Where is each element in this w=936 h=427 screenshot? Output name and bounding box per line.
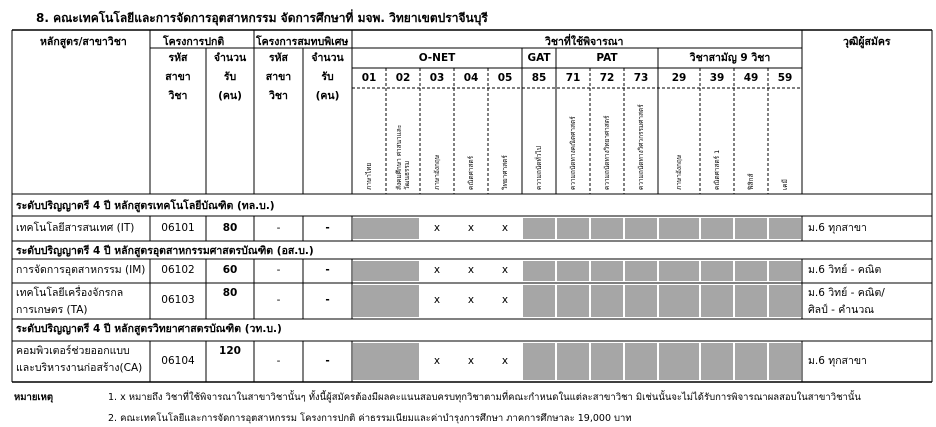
coop-code-label-line: รหัส: [269, 52, 288, 64]
section-heading: ระดับปริญญาตรี 4 ปี หลักสูตรวิทยาศาสตรบัณฑิต (วท.บ.): [16, 323, 282, 335]
subject-code: 85: [531, 72, 547, 84]
subject-code: 05: [497, 72, 513, 84]
program-quota: 80: [222, 287, 238, 299]
coop-code-label-line: สาขา: [265, 71, 292, 83]
shaded-cell: [353, 343, 419, 380]
shaded-cell: [659, 285, 699, 317]
qualification: ม.6 ทุกสาขา: [808, 354, 867, 367]
shaded-cell: [557, 285, 589, 317]
quota-label-line: รับ: [223, 71, 237, 83]
note-1: 1. x หมายถึง วิชาที่ใช้พิจารณาในสาขาวิชานั้นๆ ทั้งนี้ผู้สมัครต้องมีผลคะแนนสอบครบทุกวิชาตามที่คณะกำหนดในแต่ละสาขาวิชา มิเช่นนั้นจะไม่ได้รับการพิจารณาผลสอบในสาขาวิชานั้น: [108, 392, 861, 403]
program-code: 06101: [161, 221, 195, 234]
subject-code: 72: [599, 72, 615, 84]
subject-group: O-NET: [418, 52, 456, 64]
shaded-cell: [701, 343, 733, 380]
section-heading: ระดับปริญญาตรี 4 ปี หลักสูตรอุตสาหกรรมศาสตรบัณฑิต (อส.บ.): [16, 245, 314, 257]
program-name: คอมพิวเตอร์ช่วยออกแบบ: [16, 345, 130, 357]
shaded-cell: [353, 218, 419, 239]
subject-name: คณิตศาสตร์: [467, 155, 475, 190]
coop-code: -: [276, 294, 281, 306]
program-quota: 80: [222, 221, 238, 234]
subject-mark: x: [501, 221, 509, 234]
code-label-line: วิชา: [168, 90, 188, 102]
subject-code: 39: [709, 72, 725, 84]
subject-code: 04: [463, 72, 479, 84]
subject-mark: x: [433, 354, 441, 367]
program-code: 06103: [161, 294, 195, 306]
subject-name: ฟิสิกส์: [747, 173, 755, 190]
subject-name: ความถนัดทางวิทยาศาสตร์: [603, 115, 611, 190]
subject-name: ภาษาอังกฤษ: [433, 154, 441, 190]
program-name: เทคโนโลยีเครื่องจักรกล: [16, 287, 124, 299]
subject-code: 49: [743, 72, 759, 84]
program-name: การเกษตร (TA): [16, 304, 88, 316]
program-quota: 120: [219, 345, 241, 357]
subject-name: สังคมศึกษา ศาสนาและ วัฒนธรรม: [395, 124, 411, 190]
shaded-cell: [769, 285, 801, 317]
shaded-cell: [523, 261, 555, 281]
coop-quota: -: [325, 294, 330, 306]
shaded-cell: [557, 343, 589, 380]
quota-label-line: จำนวน: [213, 52, 247, 64]
subject-mark: x: [501, 354, 509, 367]
subject-mark: x: [433, 264, 441, 276]
shaded-cell: [591, 261, 623, 281]
header-regular: โครงการปกติ: [163, 36, 225, 48]
subject-mark: x: [501, 264, 509, 276]
subject-code: 29: [671, 72, 687, 84]
subject-code: 71: [565, 72, 581, 84]
subject-name: เคมี: [781, 179, 789, 190]
coop-quota: -: [325, 221, 330, 234]
shaded-cell: [735, 343, 767, 380]
program-name: การจัดการอุตสาหกรรม (IM): [16, 264, 146, 276]
subject-mark: x: [433, 221, 441, 234]
program-name: และบริหารงานก่อสร้าง(CA): [16, 362, 143, 374]
subject-group: วิชาสามัญ 9 วิชา: [689, 52, 771, 64]
shaded-cell: [625, 285, 657, 317]
shaded-cell: [701, 285, 733, 317]
shaded-cell: [591, 285, 623, 317]
shaded-cell: [557, 261, 589, 281]
coop-quota: -: [325, 354, 330, 367]
coop-quota: -: [325, 264, 330, 276]
qualification: ม.6 วิทย์ - คณิต: [808, 264, 882, 276]
subject-group: PAT: [596, 52, 618, 64]
shaded-cell: [769, 218, 801, 239]
coop-code: -: [276, 354, 281, 367]
shaded-cell: [769, 261, 801, 281]
shaded-cell: [591, 343, 623, 380]
shaded-cell: [659, 218, 699, 239]
code-label-line: รหัส: [168, 52, 188, 64]
shaded-cell: [523, 343, 555, 380]
subject-code: 01: [361, 72, 377, 84]
shaded-cell: [735, 261, 767, 281]
subject-mark: x: [467, 354, 475, 367]
shaded-cell: [591, 218, 623, 239]
subject-code: 59: [777, 72, 793, 84]
subject-name: ภาษาไทย: [365, 162, 373, 190]
shaded-cell: [659, 343, 699, 380]
note-2: 2. คณะเทคโนโลยีและการจัดการอุตสาหกรรม โครงการปกติ ค่าธรรมเนียมและค่าบำรุงการศึกษา ภาคการศึกษาละ 19,000 บาท: [108, 413, 632, 424]
notes-label: หมายเหตุ: [14, 392, 54, 403]
shaded-cell: [735, 285, 767, 317]
coop-code-label-line: วิชา: [269, 90, 288, 102]
subject-group: GAT: [527, 52, 551, 64]
shaded-cell: [625, 261, 657, 281]
coop-code: -: [276, 264, 281, 276]
subject-name: คณิตศาสตร์ 1: [713, 149, 721, 190]
shaded-cell: [701, 218, 733, 239]
shaded-cell: [625, 218, 657, 239]
quota-label-line: (คน): [218, 90, 242, 102]
subject-mark: x: [433, 294, 441, 306]
shaded-cell: [557, 218, 589, 239]
shaded-cell: [701, 261, 733, 281]
page-title: 8. คณะเทคโนโลยีและการจัดการอุตสาหกรรม จัดการศึกษาที่ มจพ. วิทยาเขตปราจีนบุรี: [36, 11, 488, 25]
section-heading: ระดับปริญญาตรี 4 ปี หลักสูตรเทคโนโลยีบัณฑิต (ทล.บ.): [16, 200, 275, 212]
subject-code: 03: [429, 72, 445, 84]
subject-name: ภาษาอังกฤษ: [675, 154, 683, 190]
subject-name: ความถนัดทางคณิตศาสตร์: [569, 116, 577, 190]
shaded-cell: [769, 343, 801, 380]
subject-name: ความถนัดทางวิศวกรรมศาสตร์: [637, 104, 645, 190]
header-program: หลักสูตร/สาขาวิชา: [40, 36, 127, 48]
subject-code: 73: [633, 72, 649, 84]
program-name: เทคโนโลยีสารสนเทศ (IT): [16, 221, 135, 234]
shaded-cell: [523, 285, 555, 317]
shaded-cell: [625, 343, 657, 380]
subject-name: วิทยาศาสตร์: [501, 155, 509, 190]
shaded-cell: [523, 218, 555, 239]
coop-quota-label-line: จำนวน: [311, 52, 344, 64]
qualification: ม.6 ทุกสาขา: [808, 221, 867, 234]
subject-mark: x: [467, 294, 475, 306]
subject-mark: x: [467, 264, 475, 276]
code-label-line: สาขา: [165, 71, 191, 83]
qualification: ศิลป์ - คำนวณ: [808, 304, 874, 316]
header-cooperative: โครงการสมทบพิเศษ: [256, 36, 349, 48]
subject-mark: x: [501, 294, 509, 306]
header-subjects: วิชาที่ใช้พิจารณา: [545, 36, 624, 48]
coop-code: -: [276, 221, 281, 234]
shaded-cell: [735, 218, 767, 239]
coop-quota-label-line: รับ: [321, 71, 334, 83]
shaded-cell: [659, 261, 699, 281]
subject-name: ความถนัดทั่วไป: [535, 146, 543, 190]
shaded-cell: [353, 285, 419, 317]
program-code: 06102: [161, 264, 195, 276]
program-quota: 60: [222, 264, 238, 276]
header-qualification: วุฒิผู้สมัคร: [843, 36, 891, 48]
shaded-cell: [353, 261, 419, 281]
coop-quota-label-line: (คน): [315, 90, 340, 102]
program-code: 06104: [161, 354, 195, 367]
subject-code: 02: [395, 72, 411, 84]
qualification: ม.6 วิทย์ - คณิต/: [808, 287, 885, 299]
subject-mark: x: [467, 221, 475, 234]
